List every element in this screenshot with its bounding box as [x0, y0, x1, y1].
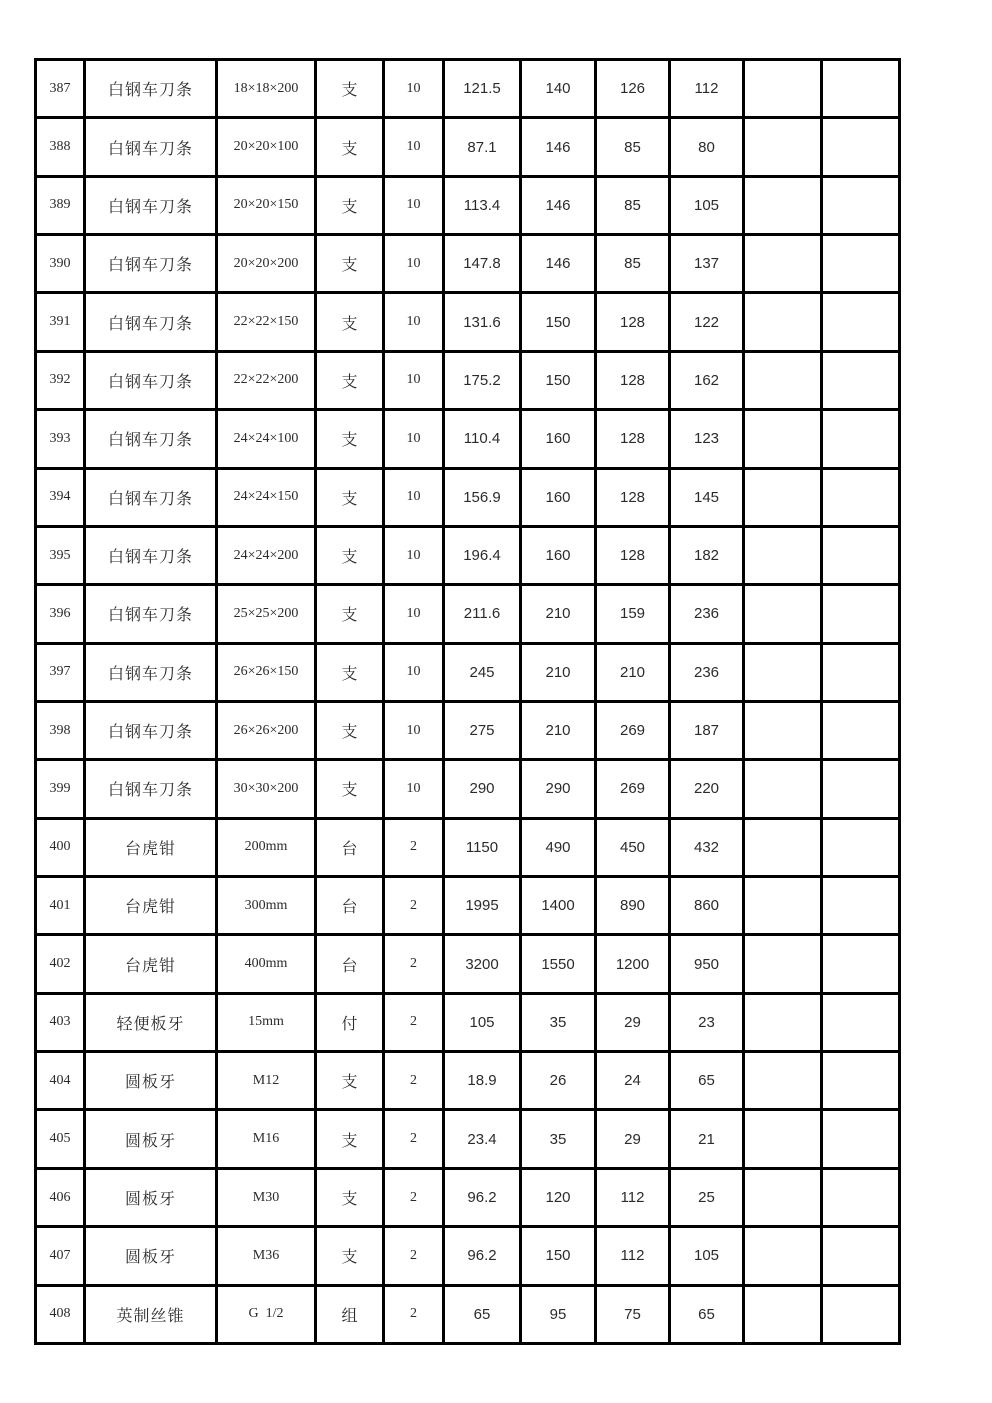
cell-empty	[744, 1168, 822, 1226]
cell-price: 220	[670, 760, 744, 818]
table-row	[36, 760, 900, 818]
cell-spec: 300mm	[217, 877, 316, 935]
cell-qty: 10	[384, 118, 444, 176]
cell-empty	[744, 993, 822, 1051]
cell-item-name: 台虎钳	[85, 935, 217, 993]
cell-qty: 2	[384, 1168, 444, 1226]
cell-qty: 10	[384, 410, 444, 468]
cell-item-name: 白钢车刀条	[85, 60, 217, 118]
cell-spec: 22×22×200	[217, 351, 316, 409]
cell-empty	[822, 1227, 900, 1285]
cell-price: 87.1	[444, 118, 521, 176]
cell-spec: 26×26×150	[217, 643, 316, 701]
cell-unit: 支	[316, 1168, 384, 1226]
table-row	[36, 526, 900, 584]
cell-spec: 20×20×200	[217, 235, 316, 293]
cell-empty	[744, 760, 822, 818]
price-list-table	[34, 58, 901, 1345]
cell-price: 65	[670, 1285, 744, 1343]
cell-price: 1150	[444, 818, 521, 876]
cell-price: 150	[521, 351, 596, 409]
cell-price: 128	[596, 293, 670, 351]
cell-qty: 2	[384, 1285, 444, 1343]
cell-qty: 2	[384, 877, 444, 935]
cell-price: 128	[596, 468, 670, 526]
cell-unit: 台	[316, 877, 384, 935]
cell-price: 120	[521, 1168, 596, 1226]
cell-item-no: 397	[36, 643, 85, 701]
cell-price: 147.8	[444, 235, 521, 293]
cell-item-name: 白钢车刀条	[85, 293, 217, 351]
table-row	[36, 701, 900, 759]
cell-price: 146	[521, 235, 596, 293]
cell-price: 96.2	[444, 1168, 521, 1226]
cell-item-name: 英制丝锥	[85, 1285, 217, 1343]
cell-unit: 支	[316, 585, 384, 643]
cell-empty	[744, 701, 822, 759]
cell-price: 128	[596, 351, 670, 409]
cell-price: 160	[521, 468, 596, 526]
cell-price: 236	[670, 585, 744, 643]
cell-item-no: 408	[36, 1285, 85, 1343]
cell-unit: 支	[316, 1052, 384, 1110]
cell-price: 150	[521, 1227, 596, 1285]
table-row	[36, 235, 900, 293]
cell-item-name: 白钢车刀条	[85, 585, 217, 643]
cell-unit: 台	[316, 818, 384, 876]
cell-price: 121.5	[444, 60, 521, 118]
cell-item-name: 圆板牙	[85, 1110, 217, 1168]
cell-item-no: 395	[36, 526, 85, 584]
cell-price: 75	[596, 1285, 670, 1343]
cell-item-name: 圆板牙	[85, 1168, 217, 1226]
cell-price: 196.4	[444, 526, 521, 584]
cell-price: 150	[521, 293, 596, 351]
cell-empty	[744, 526, 822, 584]
cell-item-name: 白钢车刀条	[85, 235, 217, 293]
cell-empty	[744, 410, 822, 468]
cell-empty	[822, 176, 900, 234]
cell-item-no: 388	[36, 118, 85, 176]
cell-price: 137	[670, 235, 744, 293]
cell-unit: 支	[316, 643, 384, 701]
cell-empty	[822, 1110, 900, 1168]
cell-qty: 2	[384, 993, 444, 1051]
cell-price: 35	[521, 1110, 596, 1168]
cell-empty	[744, 118, 822, 176]
cell-empty	[744, 818, 822, 876]
cell-price: 210	[521, 585, 596, 643]
cell-spec: 25×25×200	[217, 585, 316, 643]
cell-spec: M12	[217, 1052, 316, 1110]
price-table-body	[36, 60, 900, 1344]
cell-price: 105	[444, 993, 521, 1051]
cell-price: 112	[670, 60, 744, 118]
cell-price: 23	[670, 993, 744, 1051]
cell-item-name: 轻便板牙	[85, 993, 217, 1051]
cell-price: 65	[670, 1052, 744, 1110]
cell-unit: 支	[316, 526, 384, 584]
cell-unit: 支	[316, 410, 384, 468]
cell-empty	[744, 293, 822, 351]
cell-price: 160	[521, 526, 596, 584]
cell-empty	[822, 118, 900, 176]
cell-spec: 20×20×100	[217, 118, 316, 176]
cell-price: 35	[521, 993, 596, 1051]
table-row	[36, 468, 900, 526]
cell-empty	[744, 1285, 822, 1343]
cell-price: 860	[670, 877, 744, 935]
cell-price: 26	[521, 1052, 596, 1110]
cell-spec: M36	[217, 1227, 316, 1285]
cell-qty: 10	[384, 585, 444, 643]
cell-price: 105	[670, 176, 744, 234]
cell-empty	[744, 351, 822, 409]
cell-empty	[822, 1168, 900, 1226]
cell-price: 210	[521, 643, 596, 701]
cell-qty: 10	[384, 760, 444, 818]
cell-spec: 200mm	[217, 818, 316, 876]
cell-price: 126	[596, 60, 670, 118]
cell-price: 123	[670, 410, 744, 468]
cell-empty	[744, 643, 822, 701]
cell-spec: 22×22×150	[217, 293, 316, 351]
cell-item-no: 398	[36, 701, 85, 759]
cell-empty	[822, 526, 900, 584]
cell-price: 1550	[521, 935, 596, 993]
cell-item-name: 白钢车刀条	[85, 760, 217, 818]
table-row	[36, 293, 900, 351]
cell-item-no: 390	[36, 235, 85, 293]
cell-empty	[744, 1110, 822, 1168]
cell-empty	[822, 760, 900, 818]
cell-spec: 24×24×100	[217, 410, 316, 468]
cell-qty: 10	[384, 235, 444, 293]
cell-price: 290	[521, 760, 596, 818]
cell-empty	[822, 410, 900, 468]
cell-empty	[822, 643, 900, 701]
cell-unit: 支	[316, 760, 384, 818]
cell-price: 269	[596, 701, 670, 759]
cell-price: 182	[670, 526, 744, 584]
cell-price: 128	[596, 410, 670, 468]
cell-qty: 2	[384, 1110, 444, 1168]
cell-spec: 30×30×200	[217, 760, 316, 818]
cell-item-no: 401	[36, 877, 85, 935]
cell-item-no: 393	[36, 410, 85, 468]
cell-qty: 10	[384, 293, 444, 351]
cell-price: 1995	[444, 877, 521, 935]
cell-price: 245	[444, 643, 521, 701]
cell-unit: 支	[316, 1227, 384, 1285]
cell-unit: 支	[316, 293, 384, 351]
cell-empty	[744, 235, 822, 293]
cell-spec: M30	[217, 1168, 316, 1226]
cell-item-no: 405	[36, 1110, 85, 1168]
cell-empty	[822, 1285, 900, 1343]
cell-price: 211.6	[444, 585, 521, 643]
cell-item-no: 400	[36, 818, 85, 876]
cell-item-no: 407	[36, 1227, 85, 1285]
cell-price: 21	[670, 1110, 744, 1168]
table-row	[36, 993, 900, 1051]
table-row	[36, 877, 900, 935]
cell-item-name: 白钢车刀条	[85, 410, 217, 468]
cell-price: 162	[670, 351, 744, 409]
cell-price: 146	[521, 118, 596, 176]
cell-price: 23.4	[444, 1110, 521, 1168]
table-row	[36, 60, 900, 118]
cell-price: 85	[596, 176, 670, 234]
cell-empty	[744, 60, 822, 118]
cell-empty	[822, 60, 900, 118]
cell-price: 146	[521, 176, 596, 234]
cell-unit: 组	[316, 1285, 384, 1343]
cell-item-no: 391	[36, 293, 85, 351]
cell-price: 210	[521, 701, 596, 759]
table-row	[36, 118, 900, 176]
cell-price: 187	[670, 701, 744, 759]
cell-empty	[822, 701, 900, 759]
cell-price: 175.2	[444, 351, 521, 409]
cell-spec: 15mm	[217, 993, 316, 1051]
table-row	[36, 1110, 900, 1168]
cell-qty: 10	[384, 351, 444, 409]
cell-price: 140	[521, 60, 596, 118]
cell-qty: 10	[384, 643, 444, 701]
cell-item-no: 396	[36, 585, 85, 643]
cell-price: 3200	[444, 935, 521, 993]
cell-spec: 18×18×200	[217, 60, 316, 118]
cell-item-name: 白钢车刀条	[85, 351, 217, 409]
cell-price: 432	[670, 818, 744, 876]
table-row	[36, 643, 900, 701]
cell-empty	[744, 468, 822, 526]
cell-empty	[822, 468, 900, 526]
cell-empty	[744, 935, 822, 993]
cell-empty	[822, 235, 900, 293]
cell-price: 950	[670, 935, 744, 993]
cell-price: 159	[596, 585, 670, 643]
cell-item-no: 406	[36, 1168, 85, 1226]
cell-price: 269	[596, 760, 670, 818]
cell-empty	[822, 877, 900, 935]
cell-item-name: 台虎钳	[85, 877, 217, 935]
cell-item-name: 白钢车刀条	[85, 118, 217, 176]
cell-empty	[744, 585, 822, 643]
cell-empty	[822, 293, 900, 351]
cell-price: 122	[670, 293, 744, 351]
cell-price: 29	[596, 1110, 670, 1168]
cell-qty: 2	[384, 1052, 444, 1110]
cell-unit: 支	[316, 351, 384, 409]
cell-item-no: 394	[36, 468, 85, 526]
cell-item-no: 404	[36, 1052, 85, 1110]
cell-item-name: 白钢车刀条	[85, 176, 217, 234]
table-row	[36, 585, 900, 643]
cell-price: 160	[521, 410, 596, 468]
cell-price: 29	[596, 993, 670, 1051]
cell-price: 113.4	[444, 176, 521, 234]
cell-unit: 台	[316, 935, 384, 993]
cell-item-name: 白钢车刀条	[85, 468, 217, 526]
cell-price: 110.4	[444, 410, 521, 468]
cell-price: 1200	[596, 935, 670, 993]
cell-price: 24	[596, 1052, 670, 1110]
cell-price: 85	[596, 118, 670, 176]
cell-price: 25	[670, 1168, 744, 1226]
cell-price: 80	[670, 118, 744, 176]
cell-empty	[744, 1052, 822, 1110]
cell-qty: 2	[384, 1227, 444, 1285]
cell-item-name: 白钢车刀条	[85, 643, 217, 701]
cell-qty: 10	[384, 701, 444, 759]
table-row	[36, 1285, 900, 1343]
cell-spec: G 1/2	[217, 1285, 316, 1343]
cell-empty	[744, 1227, 822, 1285]
cell-price: 890	[596, 877, 670, 935]
cell-item-no: 389	[36, 176, 85, 234]
cell-qty: 2	[384, 935, 444, 993]
cell-price: 96.2	[444, 1227, 521, 1285]
cell-price: 95	[521, 1285, 596, 1343]
cell-price: 290	[444, 760, 521, 818]
cell-price: 145	[670, 468, 744, 526]
cell-empty	[822, 993, 900, 1051]
cell-price: 128	[596, 526, 670, 584]
cell-price: 1400	[521, 877, 596, 935]
cell-item-no: 403	[36, 993, 85, 1051]
cell-unit: 支	[316, 176, 384, 234]
cell-item-no: 402	[36, 935, 85, 993]
cell-unit: 支	[316, 118, 384, 176]
cell-empty	[822, 935, 900, 993]
cell-item-name: 白钢车刀条	[85, 701, 217, 759]
cell-price: 112	[596, 1227, 670, 1285]
cell-empty	[822, 585, 900, 643]
cell-item-no: 387	[36, 60, 85, 118]
table-row	[36, 1052, 900, 1110]
cell-price: 156.9	[444, 468, 521, 526]
table-row	[36, 1227, 900, 1285]
cell-item-no: 399	[36, 760, 85, 818]
table-row	[36, 1168, 900, 1226]
cell-item-name: 台虎钳	[85, 818, 217, 876]
cell-empty	[822, 1052, 900, 1110]
cell-price: 85	[596, 235, 670, 293]
table-row	[36, 935, 900, 993]
cell-price: 490	[521, 818, 596, 876]
cell-unit: 支	[316, 60, 384, 118]
cell-qty: 2	[384, 818, 444, 876]
table-row	[36, 818, 900, 876]
cell-unit: 付	[316, 993, 384, 1051]
cell-qty: 10	[384, 526, 444, 584]
cell-unit: 支	[316, 701, 384, 759]
cell-empty	[822, 351, 900, 409]
cell-spec: 20×20×150	[217, 176, 316, 234]
cell-price: 18.9	[444, 1052, 521, 1110]
cell-spec: 400mm	[217, 935, 316, 993]
cell-empty	[822, 818, 900, 876]
cell-price: 275	[444, 701, 521, 759]
cell-item-name: 圆板牙	[85, 1227, 217, 1285]
cell-item-no: 392	[36, 351, 85, 409]
cell-empty	[744, 176, 822, 234]
cell-price: 112	[596, 1168, 670, 1226]
cell-unit: 支	[316, 1110, 384, 1168]
cell-spec: 24×24×200	[217, 526, 316, 584]
cell-price: 105	[670, 1227, 744, 1285]
table-row	[36, 351, 900, 409]
cell-price: 450	[596, 818, 670, 876]
cell-unit: 支	[316, 235, 384, 293]
cell-price: 236	[670, 643, 744, 701]
table-row	[36, 410, 900, 468]
cell-qty: 10	[384, 468, 444, 526]
table-row	[36, 176, 900, 234]
cell-unit: 支	[316, 468, 384, 526]
cell-qty: 10	[384, 60, 444, 118]
cell-price: 65	[444, 1285, 521, 1343]
cell-empty	[744, 877, 822, 935]
cell-price: 131.6	[444, 293, 521, 351]
cell-qty: 10	[384, 176, 444, 234]
cell-spec: M16	[217, 1110, 316, 1168]
cell-spec: 26×26×200	[217, 701, 316, 759]
cell-spec: 24×24×150	[217, 468, 316, 526]
cell-item-name: 白钢车刀条	[85, 526, 217, 584]
cell-item-name: 圆板牙	[85, 1052, 217, 1110]
cell-price: 210	[596, 643, 670, 701]
